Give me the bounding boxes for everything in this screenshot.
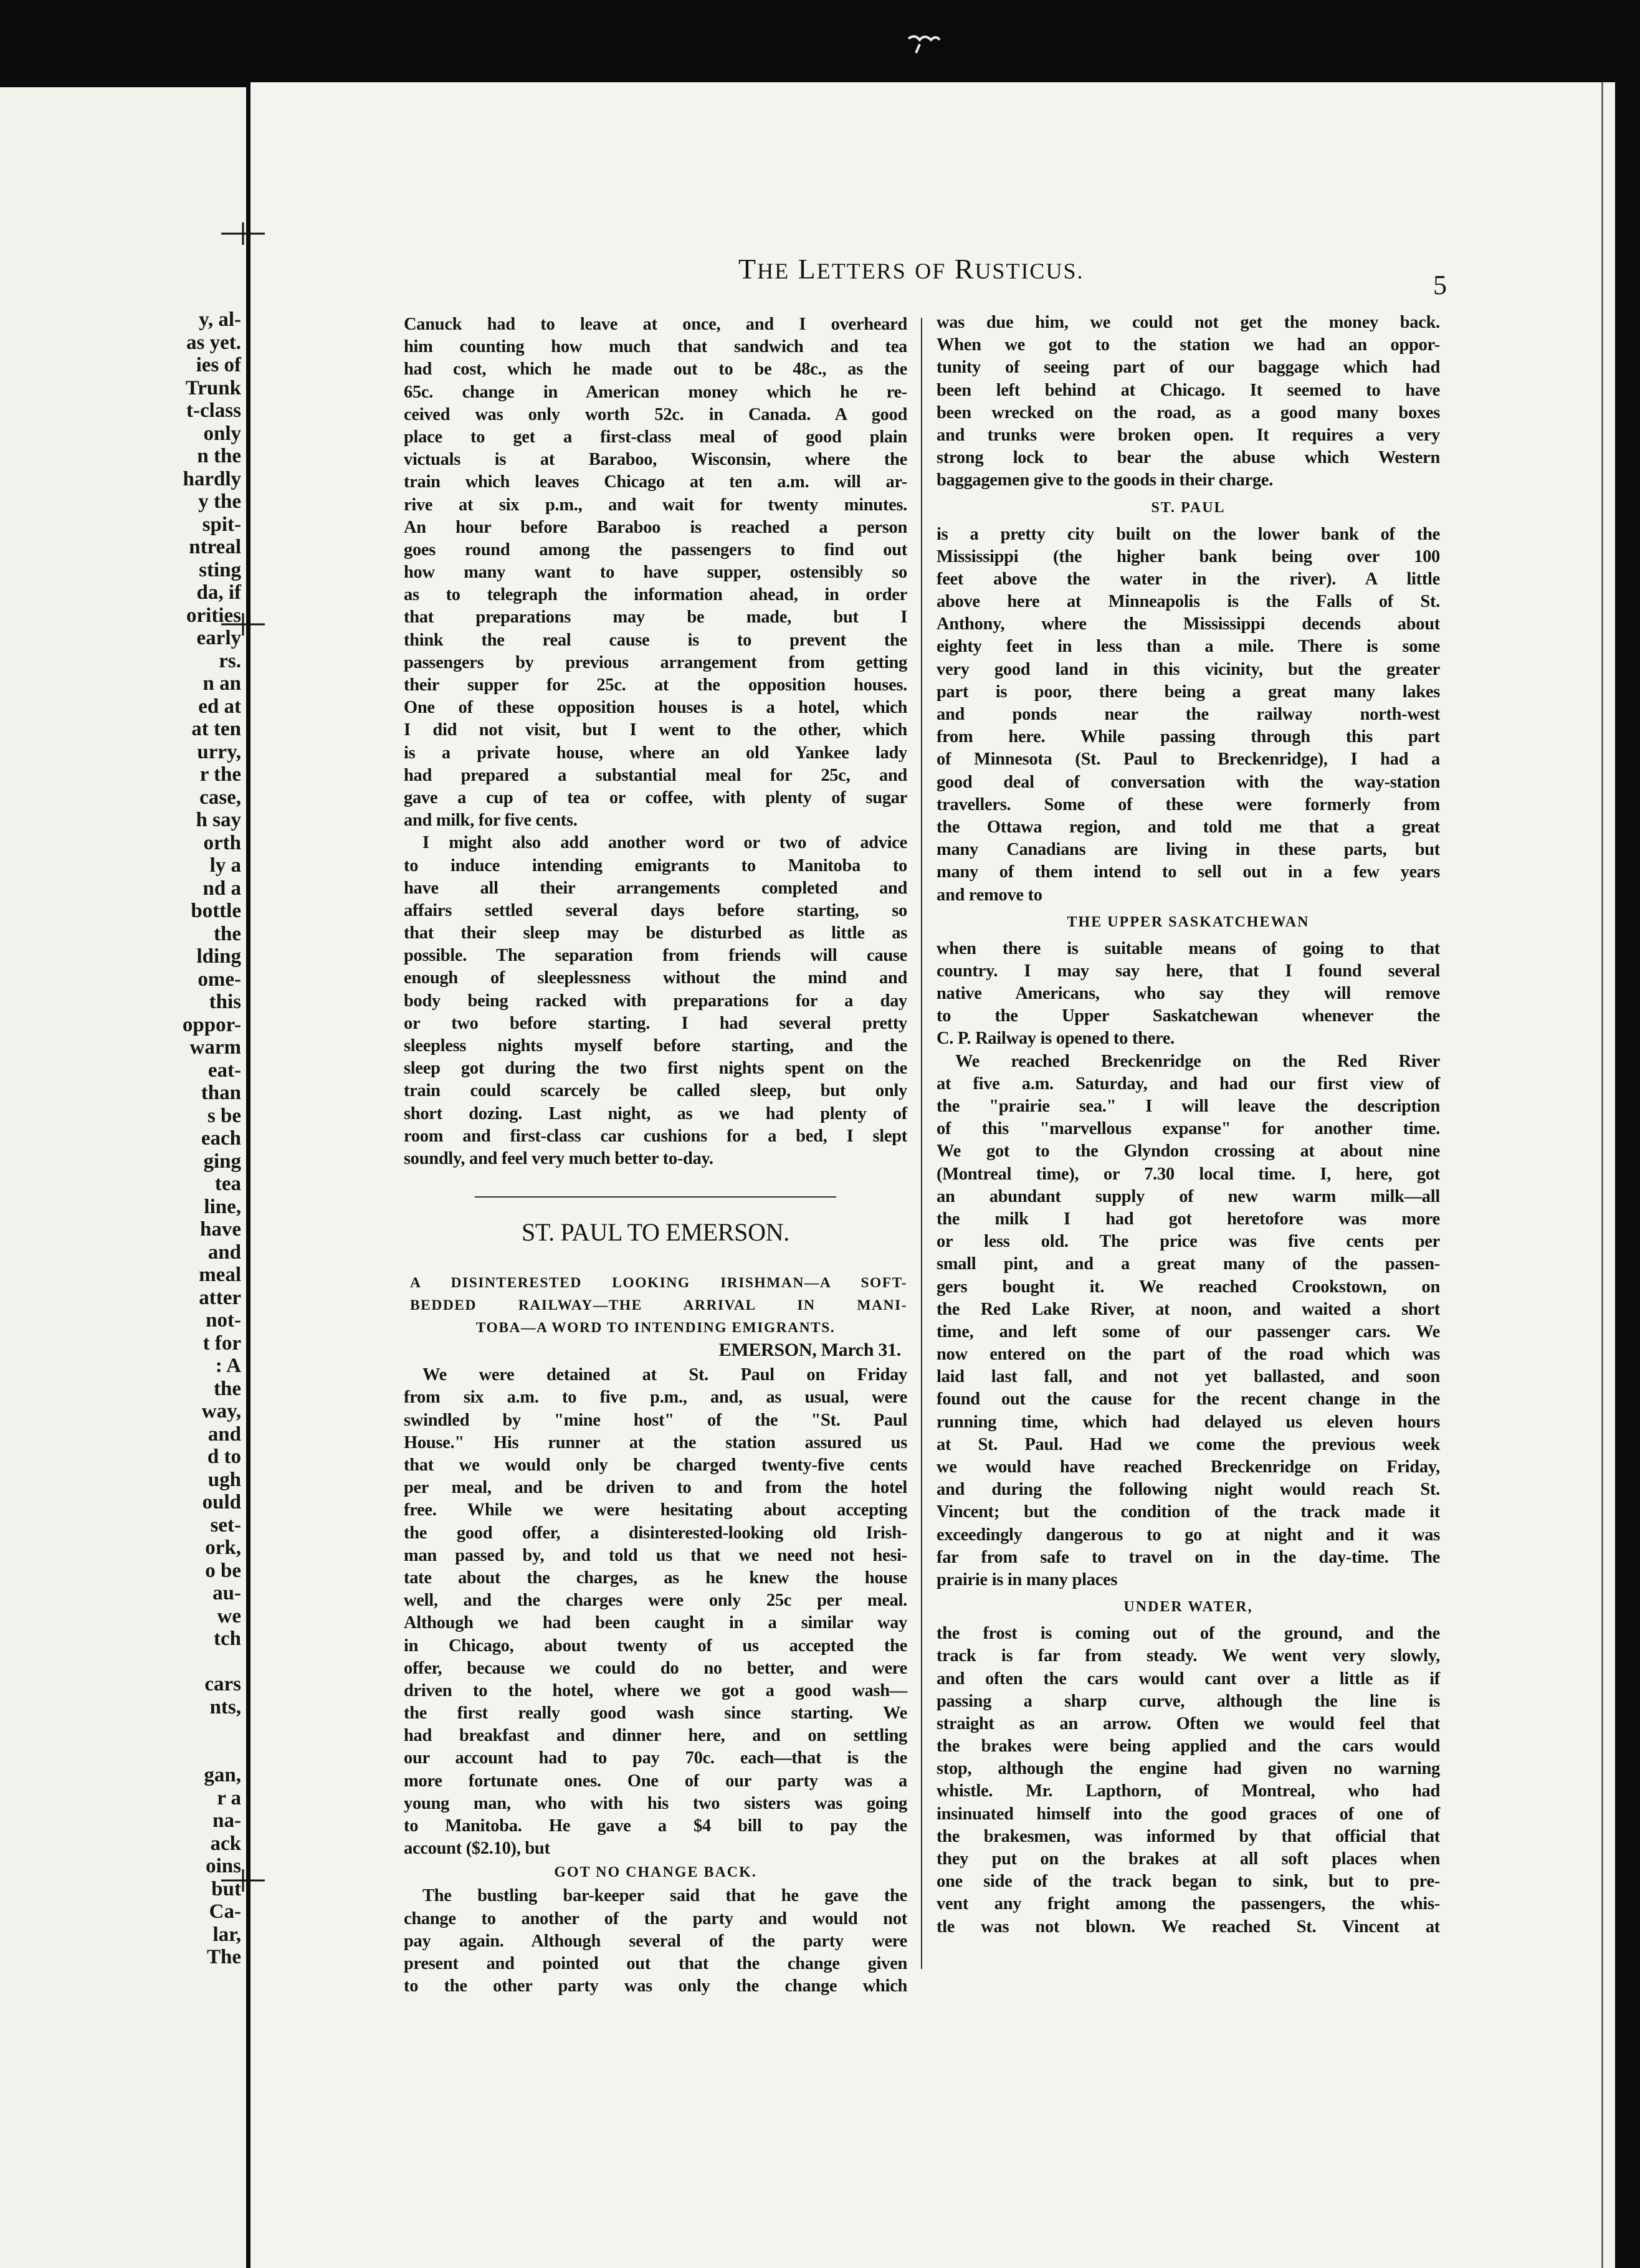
facing-page-line: lar, <box>212 1923 241 1946</box>
facing-page-line: ntreal <box>189 536 241 558</box>
text-line: at St. Paul. Had we come the previous week <box>937 1434 1440 1454</box>
text-line: that we would only be charged twenty-five cents <box>404 1456 907 1475</box>
text-line: from here. While passing through this part <box>937 727 1440 747</box>
text-line: exceedingly dangerous to go at night and it was <box>937 1525 1440 1545</box>
text-line: change to another of the party and would not <box>404 1908 907 1928</box>
facing-page-line: early <box>196 627 241 649</box>
text-line: and remove to <box>937 885 1042 905</box>
text-line: The bustling bar-keeper said that he gave the <box>422 1886 907 1906</box>
text-line <box>404 1249 907 1272</box>
text-line: small pint, and a great many of the passen- <box>937 1254 1440 1274</box>
facing-page-line: than <box>201 1082 241 1104</box>
facing-page-line: the <box>214 922 241 945</box>
running-head: THE LETTERS OF RUSTICUS. <box>738 253 1084 285</box>
text-line: account ($2.10), but <box>404 1839 550 1859</box>
facing-page-line: sting <box>199 558 241 581</box>
text-line: the first really good wash since starting. We <box>404 1703 907 1723</box>
facing-page-line: na- <box>212 1809 241 1832</box>
text-line: above here at Minneapolis is the Falls of St. <box>937 592 1440 612</box>
article-deck-line: BEDDED RAILWAY—THE ARRIVAL IN MANI- <box>410 1297 907 1313</box>
text-line: stop, although the engine had given no warning <box>937 1759 1440 1779</box>
facing-page-line: cars <box>204 1673 241 1695</box>
text-line: rive at six p.m., and wait for twenty minutes. <box>404 495 907 515</box>
text-line: travellers. Some of these were formerly from <box>937 794 1440 814</box>
text-line: well, and the charges were only 25c per meal. <box>404 1591 907 1611</box>
text-line: from six a.m. to five p.m., and, as usual, were <box>404 1388 907 1408</box>
facing-page-line: o be <box>205 1559 241 1582</box>
text-line: their supper for 25c. at the opposition houses. <box>404 675 907 695</box>
text-line: pay again. Although several of the party were <box>404 1931 907 1951</box>
text-line: is a private house, where an old Yankee lady <box>404 743 907 763</box>
section-subheading: THE UPPER SASKATCHEWAN <box>1067 913 1310 930</box>
text-line: or two before starting. I had several pretty <box>404 1013 907 1033</box>
text-line: the Ottawa region, and told me that a great <box>937 817 1440 837</box>
facing-page-left <box>0 87 246 2268</box>
text-line: Vincent; but the condition of the track made it <box>937 1502 1440 1522</box>
section-subheading: UNDER WATER, <box>1123 1599 1253 1616</box>
text-line: laid last fall, and not yet ballasted, and soon <box>937 1367 1440 1387</box>
facing-page-line: s be <box>207 1104 241 1127</box>
text-line: goes round among the passengers to find out <box>404 540 907 560</box>
page-number: 5 <box>1433 270 1447 300</box>
text-line: him counting how much that sandwich and tea <box>404 337 907 357</box>
text-line: have all their arrangements completed and <box>404 878 907 898</box>
text-line: body being racked with preparations for a day <box>404 991 907 1011</box>
text-column-right <box>937 312 1440 1938</box>
facing-page-line: n an <box>203 672 241 695</box>
text-line: our account had to pay 70c. each—that is the <box>404 1748 907 1768</box>
text-line: feet above the water in the river). A little <box>937 569 1440 589</box>
text-line: An hour before Baraboo is reached a person <box>404 517 907 537</box>
text-line: Mississippi (the higher bank being over 100 <box>937 546 1440 566</box>
text-line: affairs settled several days before starting, so <box>404 900 907 920</box>
facing-page-line: warm <box>189 1036 241 1059</box>
facing-page-line: orities <box>186 604 241 627</box>
facing-page-line: orth <box>203 831 241 854</box>
text-line: victuals is at Baraboo, Wisconsin, where the <box>404 450 907 470</box>
text-line: tle was not blown. We reached St. Vincent at <box>937 1917 1440 1937</box>
text-line: been left behind at Chicago. It seemed to have <box>937 380 1440 400</box>
facing-page-line: as yet. <box>186 331 241 354</box>
text-line <box>404 1170 907 1193</box>
facing-page-line: line, <box>204 1195 241 1218</box>
text-line: ceived was only worth 52c. in Canada. A good <box>404 404 907 424</box>
text-line: gave a cup of tea or coffee, with plenty of sugar <box>404 788 907 808</box>
text-line: as to telegraph the information ahead, in order <box>404 585 907 605</box>
registration-crosshair-icon <box>221 612 265 637</box>
text-line: and during the following night would reach St. <box>937 1480 1440 1500</box>
text-line: the frost is coming out of the ground, and the <box>937 1624 1440 1644</box>
text-line: and ponds near the railway north-west <box>937 705 1440 724</box>
facing-page-line: da, if <box>196 581 241 604</box>
text-line: many of them intend to sell out in a few years <box>937 862 1440 882</box>
text-line: One of these opposition houses is a hotel, which <box>404 698 907 718</box>
facing-page-line: case, <box>199 786 241 809</box>
section-subheading: GOT NO CHANGE BACK. <box>554 1864 757 1881</box>
facing-page-line: and <box>207 1422 241 1446</box>
facing-page-line: hardly <box>183 467 241 490</box>
facing-page-line: set- <box>210 1513 241 1537</box>
facing-page-line <box>79 1651 241 1674</box>
text-line: found out the cause for the recent change in the <box>937 1389 1440 1409</box>
facing-page-line: r the <box>199 763 241 786</box>
facing-page-line: we <box>217 1604 241 1627</box>
text-line: train could scarcely be called sleep, but only <box>404 1081 907 1101</box>
facing-page-line: have <box>200 1218 241 1241</box>
facing-page-line <box>79 1718 241 1742</box>
facing-page-line: : A <box>215 1355 241 1377</box>
text-line: We reached Breckenridge on the Red River <box>955 1051 1440 1071</box>
text-line: train which leaves Chicago at ten a.m. will ar- <box>404 472 907 492</box>
facing-page-line: ging <box>203 1150 241 1173</box>
facing-page-line: each <box>201 1127 241 1150</box>
section-subheading: ST. PAUL <box>1151 499 1226 516</box>
text-line: we would have reached Breckenridge on Friday, <box>937 1457 1440 1477</box>
text-line: many Canadians are living in these parts, but <box>937 840 1440 860</box>
text-line: in Chicago, about twenty of us accepted the <box>404 1636 907 1656</box>
text-line: We got to the Glyndon crossing at about nine <box>937 1141 1440 1161</box>
facing-page-line: and <box>207 1241 241 1264</box>
registration-crosshair-icon <box>221 1868 265 1893</box>
text-line: sleepless nights myself before starting, and the <box>404 1036 907 1055</box>
text-line: insinuated himself into the good graces of one of <box>937 1804 1440 1824</box>
text-line: straight as an arrow. Often we would feel that <box>937 1713 1440 1733</box>
text-line: or less old. The price was five cents per <box>937 1232 1440 1252</box>
text-line: strong lock to bear the abuse which Western <box>937 448 1440 468</box>
text-line: and trunks were broken open. It requires a very <box>937 425 1440 445</box>
text-line: was due him, we could not get the money back. <box>937 313 1440 332</box>
text-line: baggagemen give to the goods in their charge. <box>937 470 1274 490</box>
text-line: Anthony, where the Mississippi decends about <box>937 614 1440 634</box>
facing-page-line: ugh <box>207 1468 241 1491</box>
facing-page-line: the <box>214 1377 241 1400</box>
text-line: C. P. Railway is opened to there. <box>937 1029 1175 1049</box>
text-line: is a pretty city built on the lower bank of the <box>937 524 1440 544</box>
article-dateline: EMERSON, March 31. <box>718 1340 901 1361</box>
facing-page-line: d to <box>207 1446 241 1468</box>
facing-page-line: ed at <box>198 695 241 718</box>
text-line: tate about the charges, as he knew the house <box>404 1568 907 1588</box>
text-line: man passed by, and told us that we need not hesi- <box>404 1545 907 1565</box>
text-line: We were detained at St. Paul on Friday <box>422 1365 907 1385</box>
facing-page-line: tea <box>214 1173 241 1195</box>
facing-page-line: au- <box>212 1582 241 1604</box>
facing-page-line: but <box>211 1877 241 1900</box>
text-line: soundly, and feel very much better to-day. <box>404 1148 713 1168</box>
facing-page-line: ies of <box>196 354 241 376</box>
text-line: driven to the hotel, where we got a good wash— <box>404 1680 907 1700</box>
facing-page-line: ome- <box>198 968 241 991</box>
text-line: 65c. change in American money which he re- <box>404 382 907 402</box>
text-line: prairie is in many places <box>937 1570 1118 1589</box>
text-line: the "prairie sea." I will leave the description <box>937 1097 1440 1116</box>
text-line: of Minnesota (St. Paul to Breckenridge), I had a <box>937 750 1440 770</box>
facing-page-line: ly a <box>209 854 241 877</box>
facing-page-line: The <box>206 1946 241 1968</box>
facing-page-line: ack <box>210 1832 241 1855</box>
facing-page-line: eat- <box>207 1059 241 1082</box>
facing-page-line: t for <box>203 1332 241 1355</box>
text-line: very good land in this vicinity, but the greater <box>937 659 1440 679</box>
text-line: how many want to have supper, ostensibly so <box>404 563 907 583</box>
scanner-mark <box>903 25 960 62</box>
text-line: eighty feet in less than a mile. There is some <box>937 637 1440 657</box>
facing-page-line <box>79 1742 241 1765</box>
facing-page-line: oins <box>206 1855 241 1877</box>
text-line: had cost, which he made out to be 48c., as the <box>404 360 907 379</box>
facing-page-line: y, al- <box>199 308 241 331</box>
text-line: to the other party was only the change which <box>404 1976 907 1996</box>
text-line: good deal of conversation with the way-station <box>937 772 1440 792</box>
text-line: now entered on the part of the road which was <box>937 1345 1440 1365</box>
text-line: I did not visit, but I went to the other, which <box>404 720 907 740</box>
text-line: place to get a first-class meal of good plain <box>404 427 907 447</box>
text-line: passing a sharp curve, although the line is <box>937 1691 1440 1711</box>
facing-page-line: spit- <box>202 513 241 536</box>
facing-page-line: Ca- <box>209 1900 241 1923</box>
text-line: enough of sleeplessness without the mind and <box>404 968 907 988</box>
text-line: vent any fright among the passengers, the whis- <box>937 1894 1440 1914</box>
facing-page-line: ork, <box>205 1537 241 1559</box>
text-line: free. While we were hesitating about accepting <box>404 1500 907 1520</box>
text-line: the good offer, a disinterested-looking old Irish- <box>404 1523 907 1543</box>
facing-page-line: atter <box>199 1286 241 1309</box>
text-line: when there is suitable means of going to that <box>937 938 1440 958</box>
text-line: gers bought it. We reached Crookstown, on <box>937 1277 1440 1297</box>
text-line: to Manitoba. He gave a $4 bill to pay the <box>404 1816 907 1836</box>
text-line: per meal, and be driven to and from the hotel <box>404 1478 907 1498</box>
text-line: think the real cause is to prevent the <box>404 630 907 650</box>
column-rule <box>921 318 922 1969</box>
text-line: running time, which had delayed us eleven hours <box>937 1412 1440 1432</box>
facing-page-line: Trunk <box>185 376 241 399</box>
facing-page-line: rs. <box>219 649 241 672</box>
text-line: (Montreal time), or 7.30 local time. I, here, got <box>937 1164 1440 1184</box>
text-column-left <box>404 313 907 1998</box>
text-line: offer, because we could do no better, and were <box>404 1658 907 1678</box>
text-line: short dozing. Last night, as we had plenty of <box>404 1103 907 1123</box>
text-line: time, and left some of our passenger cars. We <box>937 1322 1440 1341</box>
text-line: one side of the track began to sink, but to pre- <box>937 1872 1440 1892</box>
facing-page-line: only <box>203 422 241 445</box>
facing-page-line: bottle <box>191 900 241 922</box>
text-line: present and pointed out that the change given <box>404 1953 907 1973</box>
text-line: When we got to the station we had an oppor- <box>937 335 1440 355</box>
facing-page-line: meal <box>199 1264 241 1286</box>
text-line: whistle. Mr. Lapthorn, of Montreal, who had <box>937 1781 1440 1801</box>
text-line: that their sleep may be disturbed as little as <box>404 923 907 943</box>
text-line: an abundant supply of new warm milk—all <box>937 1186 1440 1206</box>
text-line: Although we had been caught in a similar way <box>404 1613 907 1633</box>
article-deck-line: A DISINTERESTED LOOKING IRISHMAN—A SOFT- <box>410 1274 907 1291</box>
facing-page-line: r a <box>217 1786 241 1809</box>
text-line <box>404 1193 907 1215</box>
facing-page-line: lding <box>196 945 241 968</box>
text-line: at five a.m. Saturday, and had our first view of <box>937 1074 1440 1094</box>
facing-page-line: gan, <box>204 1764 241 1786</box>
text-line: the milk I had got heretofore was more <box>937 1209 1440 1229</box>
text-line: swindled by "mine host" of the "St. Paul <box>404 1410 907 1430</box>
facing-page-line: urry, <box>197 740 241 763</box>
text-line: had breakfast and dinner here, and on settling <box>404 1726 907 1746</box>
text-line: House." His runner at the station assured us <box>404 1432 907 1452</box>
text-line: track is far from steady. We went very slowly, <box>937 1646 1440 1666</box>
text-line: far from safe to travel on in the day-time. The <box>937 1547 1440 1567</box>
facing-page-line: oppor- <box>182 1013 241 1036</box>
text-line: tunity of seeing part of our baggage which had <box>937 358 1440 378</box>
facing-page-line: at ten <box>191 718 241 740</box>
text-line: part is poor, there being a great many lakes <box>937 682 1440 702</box>
text-line: had prepared a substantial meal for 25c, and <box>404 765 907 785</box>
facing-page-line: way, <box>201 1400 241 1422</box>
facing-page-line: nts, <box>209 1695 241 1718</box>
text-line: possible. The separation from friends will cause <box>404 946 907 966</box>
text-line: and milk, for five cents. <box>404 811 578 831</box>
text-line: passengers by previous arrangement from getting <box>404 652 907 672</box>
text-line: to the Upper Saskatchewan whenever the <box>937 1006 1440 1026</box>
text-line: of this "marvellous expanse" for another time. <box>937 1119 1440 1139</box>
text-line: the Red Lake River, at noon, and waited a short <box>937 1299 1440 1319</box>
article-deck-line: TOBA—A WORD TO INTENDING EMIGRANTS. <box>475 1320 836 1336</box>
text-line: been wrecked on the road, as a good many boxes <box>937 403 1440 422</box>
facing-page-line: this <box>209 991 241 1013</box>
text-line: I might also add another word or two of advice <box>422 833 907 853</box>
facing-page-line: h say <box>196 809 241 831</box>
facing-page-text-fragments <box>79 308 241 1969</box>
facing-page-line: tch <box>214 1627 241 1650</box>
facing-page-line: not- <box>206 1309 241 1332</box>
text-line: that preparations may be made, but I <box>404 608 907 627</box>
text-line: room and first-class car cushions for a bed, I slept <box>404 1126 907 1146</box>
text-line: the brakesmen, was informed by that official that <box>937 1826 1440 1846</box>
facing-page-line: nd a <box>203 877 241 900</box>
article-headline: ST. PAUL TO EMERSON. <box>521 1217 790 1246</box>
text-line: sleep got during the two first nights spent on the <box>404 1059 907 1079</box>
text-line: Canuck had to leave at once, and I overheard <box>404 315 907 334</box>
text-line: more fortunate ones. One of our party was a <box>404 1771 907 1791</box>
text-line: and often the cars would cant over a little as if <box>937 1669 1440 1689</box>
facing-page-line: t-class <box>186 399 241 422</box>
page-edge-shadow <box>1601 82 1603 2268</box>
text-line: the brakes were being applied and the cars would <box>937 1737 1440 1756</box>
registration-crosshair-icon <box>221 221 265 246</box>
facing-page-line: n the <box>197 445 241 467</box>
text-line: country. I may say here, that I found several <box>937 961 1440 981</box>
text-line: young man, who with his two sisters was going <box>404 1793 907 1813</box>
text-line: to induce intending emigrants to Manitoba to <box>404 855 907 875</box>
facing-page-line: ould <box>202 1491 241 1513</box>
text-line: native Americans, who say they will remove <box>937 984 1440 1004</box>
text-line: they put on the brakes at all soft places when <box>937 1849 1440 1869</box>
facing-page-line: y the <box>198 490 241 513</box>
